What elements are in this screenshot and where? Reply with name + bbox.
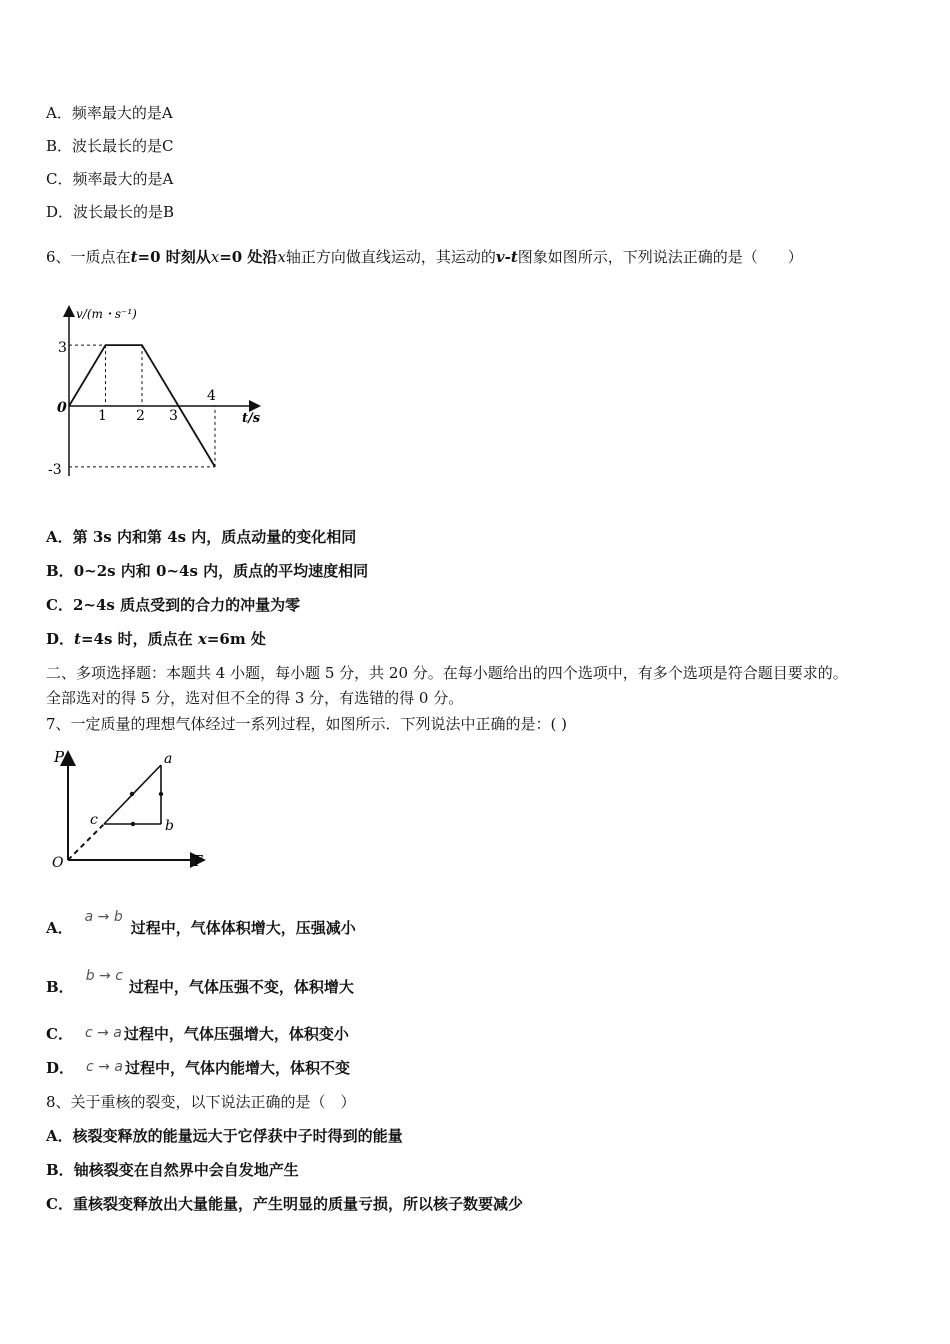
q7-process-ca: c → a (84, 1025, 122, 1041)
p-axis-label: P (54, 748, 65, 766)
q7-option-c: C． c → a 过程中，气体压强增大，体积变小 (46, 1025, 349, 1043)
arrow-dot-ab (159, 792, 163, 796)
point-b-label: b (165, 818, 174, 834)
q5-option-a: A．频率最大的是A (46, 104, 173, 122)
q7-stem: 7、一定质量的理想气体经过一系列过程，如图所示．下列说法中正确的是：( ) (46, 715, 568, 733)
origin-label: 0 (57, 400, 67, 416)
q7-option-b: B．b → c过程中，气体压强不变，体积增大 (46, 968, 354, 996)
origin-o-label: O (52, 855, 64, 871)
point-c-label: c (90, 812, 98, 828)
q7-process-ca-2: c → a (86, 1059, 123, 1075)
x-axis-label: t/s (242, 411, 261, 426)
q7-process-ab: a → b (84, 909, 123, 925)
q6-vt-graph (40, 298, 270, 483)
q7-pt-graph (46, 742, 216, 874)
q8-option-a: A．核裂变释放的能量远大于它俘获中子时得到的能量 (46, 1127, 403, 1145)
q5-option-c: C．频率最大的是A (46, 170, 174, 188)
y-axis-label: v/(m・s⁻¹) (76, 307, 137, 321)
x-tick-1: 1 (98, 408, 107, 424)
y-tick-3: 3 (58, 340, 67, 356)
q8-stem: 8、关于重核的裂变，以下说法正确的是（ ） (46, 1093, 356, 1111)
dashed-extension (68, 824, 104, 860)
q7-option-a: A．a → b过程中，气体体积增大，压强减小 (46, 909, 356, 937)
q6-option-d: D．t=4s 时，质点在 x=6m 处 (46, 630, 266, 648)
point-a-label: a (164, 751, 173, 767)
q5-option-d: D．波长最长的是B (46, 203, 175, 221)
q8-option-b: B．铀核裂变在自然界中会自发地产生 (46, 1161, 299, 1179)
section2-line1: 二、多项选择题：本题共 4 小题，每小题 5 分，共 20 分。在每小题给出的四个选项中，有多个选项是符合题目要求的。 (46, 664, 848, 682)
q6-option-b: B．0~2s 内和 0~4s 内，质点的平均速度相同 (46, 562, 369, 580)
x-tick-4: 4 (207, 388, 216, 404)
q6-stem: 6、一质点在t=0 时刻从x=0 处沿x轴正方向做直线运动，其运动的v-t图象如图所示，下列说法正确的是（ ） (46, 248, 803, 266)
x-tick-2: 2 (136, 408, 145, 424)
section2-line2: 全部选对的得 5 分，选对但不全的得 3 分，有选错的得 0 分。 (46, 689, 464, 707)
arrow-dot-ca (130, 792, 134, 796)
q7-option-d: D． c → a 过程中，气体内能增大，体积不变 (46, 1059, 350, 1077)
q8-option-c: C．重核裂变释放出大量能量，产生明显的质量亏损，所以核子数要减少 (46, 1195, 523, 1213)
y-tick-neg3: -3 (48, 462, 62, 478)
q5-option-b: B．波长最长的是C (46, 137, 174, 155)
q7-process-bc: b → c (85, 968, 123, 984)
q6-option-c: C．2~4s 质点受到的合力的冲量为零 (46, 596, 301, 614)
q6-option-a: A．第 3s 内和第 4s 内，质点动量的变化相同 (46, 528, 357, 546)
x-tick-3: 3 (169, 408, 178, 424)
arrow-dot-bc (131, 822, 135, 826)
t-axis-label: T (192, 852, 203, 870)
